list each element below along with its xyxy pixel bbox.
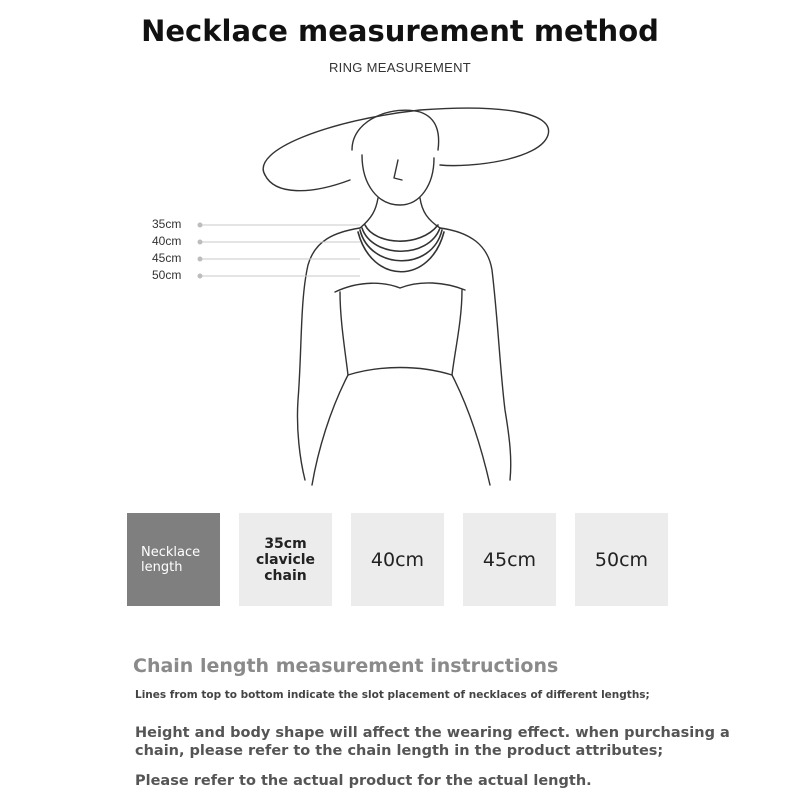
length-label-45: 45cm xyxy=(152,251,182,265)
instructions-line-2: Height and body shape will affect the wearing effect. when purchasing a chain, please refer to the chain length in the product attributes; xyxy=(135,725,730,759)
page-title: Necklace measurement method xyxy=(141,14,659,48)
length-option-40cm: 40cm xyxy=(351,513,444,606)
necklace-length-header: Necklace length xyxy=(127,513,220,606)
instructions-line-3: Please refer to the actual product for the actual length. xyxy=(135,773,592,789)
length-label-35: 35cm xyxy=(152,217,182,231)
length-option-50cm: 50cm xyxy=(575,513,668,606)
instructions-line-1: Lines from top to bottom indicate the slot placement of necklaces of different lengths; xyxy=(135,689,650,701)
woman-necklace-illustration xyxy=(140,100,560,490)
page-subtitle: RING MEASUREMENT xyxy=(328,60,472,75)
instructions-title: Chain length measurement instructions xyxy=(133,655,559,677)
length-option-45cm: 45cm xyxy=(463,513,556,606)
length-option-35cm: 35cm clavicle chain xyxy=(239,513,332,606)
length-label-50: 50cm xyxy=(152,268,182,282)
length-label-40: 40cm xyxy=(152,234,182,248)
